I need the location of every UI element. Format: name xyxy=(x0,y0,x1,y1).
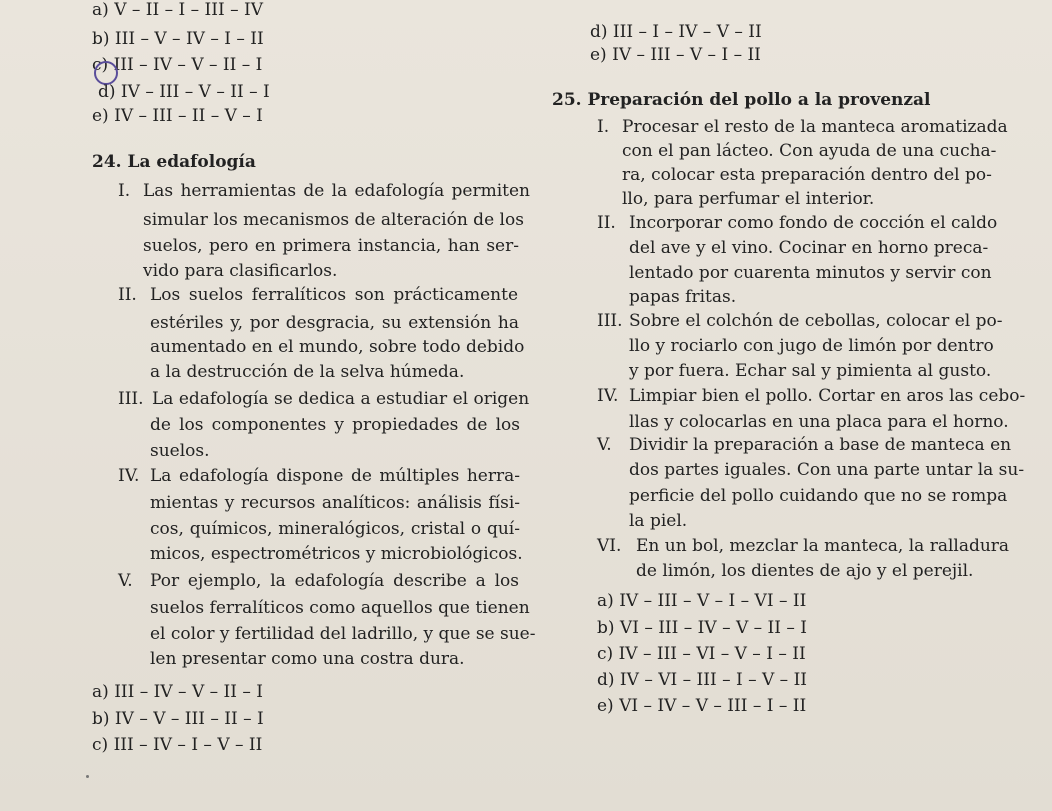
q24-statement-line: Los suelos ferralíticos son prácticamente xyxy=(150,285,518,305)
q24-statement-line: el color y fertilidad del ladrillo, y que se sue- xyxy=(150,624,536,644)
prev-right-option-d: d) III – I – IV – V – II xyxy=(590,22,762,42)
q25-statement-line: con el pan lácteo. Con ayuda de una cucha- xyxy=(622,141,997,161)
q25-statement-line: ra, colocar esta preparación dentro del po- xyxy=(622,165,992,185)
q25-statement-line: perficie del pollo cuidando que no se rompa xyxy=(629,486,1008,506)
q25-statement-line: dos partes iguales. Con una parte untar la su- xyxy=(629,460,1025,480)
q24-statement-line: micos, espectrométricos y microbiológicos. xyxy=(150,544,523,564)
q24-statement-num: I. xyxy=(118,181,131,201)
q24-statement-line: simular los mecanismos de alteración de los xyxy=(143,210,524,230)
q25-statement-line: En un bol, mezclar la manteca, la ralladura xyxy=(636,536,1010,556)
prev-option-b: b) III – V – IV – I – II xyxy=(92,29,264,49)
q24-statement-line: La edafología dispone de múltiples herra- xyxy=(150,466,520,486)
q24-statement-num: III. xyxy=(118,389,144,409)
q24-statement-line: cos, químicos, mineralógicos, cristal o quí- xyxy=(150,519,520,539)
q24-statement-line: mientas y recursos analíticos: análisis físi- xyxy=(150,493,520,513)
q25-statement-line: lentado por cuarenta minutos y servir con xyxy=(629,263,992,283)
q24-statement-line: aumentado en el mundo, sobre todo debido xyxy=(150,337,525,357)
q24-option-c: c) III – IV – I – V – II xyxy=(92,735,263,755)
q25-statement-line: llo, para perfumar el interior. xyxy=(622,189,875,209)
q25-option-e: e) VI – IV – V – III – I – II xyxy=(597,696,807,716)
q25-statement-num: I. xyxy=(597,117,610,137)
q25-statement-num: II. xyxy=(597,213,616,233)
q25-statement-line: llo y rociarlo con jugo de limón por dentro xyxy=(629,336,994,356)
q24-statement-line: suelos, pero en primera instancia, han ser- xyxy=(143,236,519,256)
q25-statement-line: Dividir la preparación a base de manteca en xyxy=(629,435,1012,455)
q25-statement-line: la piel. xyxy=(629,511,688,531)
q24-statement-line: estériles y, por desgracia, su extensión ha xyxy=(150,313,519,333)
q25-statement-line: Incorporar como fondo de cocción el caldo xyxy=(629,213,998,233)
q24-title: 24. La edafología xyxy=(92,152,256,172)
prev-right-option-e: e) IV – III – V – I – II xyxy=(590,45,761,65)
q24-statement-line: vido para clasificarlos. xyxy=(143,261,338,281)
q25-statement-line: de limón, los dientes de ajo y el perejil. xyxy=(636,561,974,581)
q24-statement-line: suelos ferralíticos como aquellos que tienen xyxy=(150,598,530,618)
q25-statement-line: y por fuera. Echar sal y pimienta al gusto. xyxy=(629,361,992,381)
q24-statement-line: Las herramientas de la edafología permiten xyxy=(143,181,530,201)
q25-statement-line: Limpiar bien el pollo. Cortar en aros las cebo- xyxy=(629,386,1026,406)
q24-statement-line: Por ejemplo, la edafología describe a los xyxy=(150,571,519,591)
q25-statement-num: III. xyxy=(597,311,623,331)
q24-statement-line: La edafología se dedica a estudiar el origen xyxy=(152,389,530,409)
q24-statement-line: de los componentes y propiedades de los xyxy=(150,415,520,435)
q25-statement-line: papas fritas. xyxy=(629,287,737,307)
prev-option-d: d) IV – III – V – II – I xyxy=(98,82,270,102)
q25-statement-line: Sobre el colchón de cebollas, colocar el po- xyxy=(629,311,1003,331)
q25-option-c: c) IV – III – VI – V – I – II xyxy=(597,644,806,664)
q25-statement-line: llas y colocarlas en una placa para el horno. xyxy=(629,412,1009,432)
q25-statement-num: IV. xyxy=(597,386,619,406)
q24-option-a: a) III – IV – V – II – I xyxy=(92,682,263,702)
q24-option-b: b) IV – V – III – II – I xyxy=(92,709,264,729)
q25-option-a: a) IV – III – V – I – VI – II xyxy=(597,591,807,611)
q24-statement-num: IV. xyxy=(118,466,140,486)
q25-statement-line: Procesar el resto de la manteca aromatizada xyxy=(622,117,1008,137)
q25-statement-num: V. xyxy=(597,435,612,455)
q25-statement-line: del ave y el vino. Cocinar en horno preca- xyxy=(629,238,989,258)
prev-option-a: a) V – II – I – III – IV xyxy=(92,0,263,20)
q25-title: 25. Preparación del pollo a la provenzal xyxy=(552,90,931,110)
q24-statement-num: II. xyxy=(118,285,137,305)
q24-statement-line: len presentar como una costra dura. xyxy=(150,649,465,669)
prev-option-e: e) IV – III – II – V – I xyxy=(92,106,263,126)
q24-statement-line: a la destrucción de la selva húmeda. xyxy=(150,362,465,382)
q25-option-b: b) VI – III – IV – V – II – I xyxy=(597,618,808,638)
q24-statement-line: suelos. xyxy=(150,441,210,461)
ink-speck xyxy=(86,775,89,778)
q25-option-d: d) IV – VI – III – I – V – II xyxy=(597,670,808,690)
prev-option-c: c) III – IV – V – II – I xyxy=(92,55,263,75)
q25-statement-num: VI. xyxy=(597,536,622,556)
q24-statement-num: V. xyxy=(118,571,133,591)
